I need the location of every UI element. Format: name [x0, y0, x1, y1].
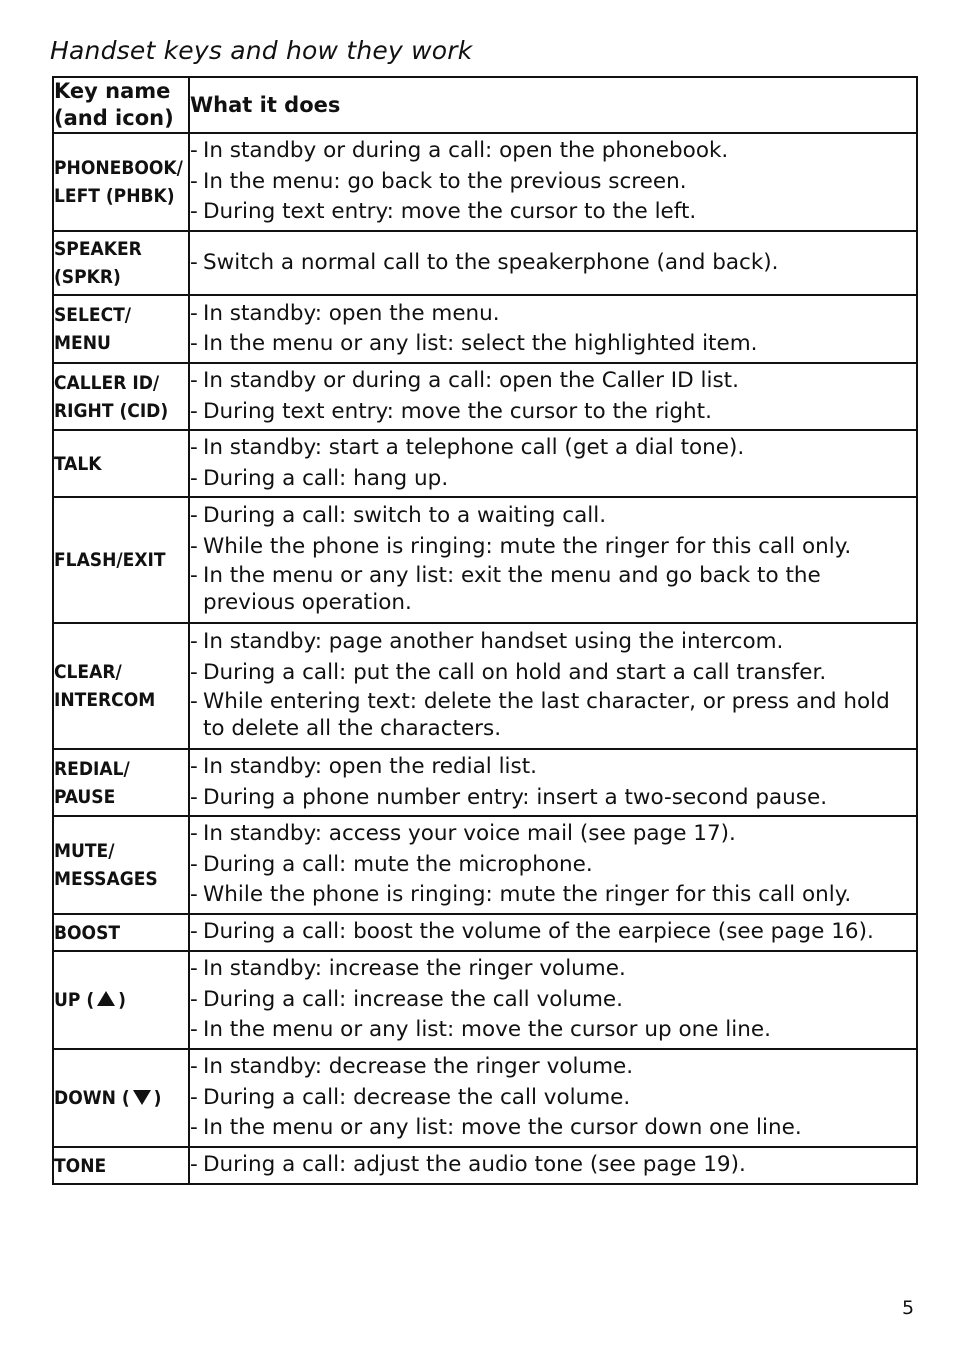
description-text: In standby or during a call: open the phonebook.: [203, 138, 729, 164]
description-item: [190, 658, 916, 689]
description-item: [190, 783, 916, 814]
description-item: [190, 1052, 916, 1083]
description-text: In standby: decrease the ringer volume.: [203, 1054, 634, 1080]
description-item: [190, 819, 916, 850]
key-name-label: REDIAL/ PAUSE: [54, 757, 130, 808]
description-list: [190, 501, 916, 616]
up-triangle-icon: [97, 991, 115, 1006]
description-cell: [189, 430, 917, 497]
dash-bullet-icon: -: [190, 138, 198, 164]
key-name-cell: [53, 1147, 189, 1184]
dash-bullet-icon: -: [190, 659, 198, 685]
dash-bullet-icon: -: [190, 368, 198, 393]
down-triangle-icon: [133, 1090, 151, 1105]
description-text: While entering text: delete the last character, or press and hold to delete all the characters.: [203, 689, 890, 741]
key-name-label: TONE: [54, 1154, 107, 1177]
table-row: [53, 816, 917, 914]
table-row: [53, 497, 917, 623]
description-text: During text entry: move the cursor to the left.: [203, 199, 697, 225]
key-name-suffix: ): [153, 1087, 162, 1109]
description-item: [190, 880, 916, 911]
dash-bullet-icon: -: [190, 1054, 198, 1080]
description-text: Switch a normal call to the speakerphone (and back).: [203, 249, 779, 275]
table-row: [53, 1147, 917, 1184]
description-item: [190, 985, 916, 1016]
key-name-cell: [53, 1049, 189, 1147]
key-name-cell: [53, 430, 189, 497]
dash-bullet-icon: -: [190, 986, 198, 1012]
description-item: [190, 136, 916, 167]
description-item: [190, 197, 916, 228]
description-item: [190, 501, 916, 532]
dash-bullet-icon: -: [190, 629, 198, 654]
description-text: During a phone number entry: insert a two-second pause.: [203, 784, 828, 810]
description-list: [190, 917, 916, 948]
description-item: [190, 688, 916, 742]
key-name-cell: [53, 497, 189, 623]
description-cell: [189, 749, 917, 816]
description-text: During a call: switch to a waiting call.: [203, 503, 607, 528]
description-item: [190, 366, 916, 397]
description-list: [190, 1150, 916, 1181]
key-name-cell: [53, 951, 189, 1049]
description-item: [190, 299, 916, 330]
dash-bullet-icon: -: [190, 1084, 198, 1110]
table-row: [53, 133, 917, 231]
description-cell: [189, 133, 917, 231]
description-text: During a call: adjust the audio tone (see page 19).: [203, 1152, 746, 1178]
description-cell: [189, 363, 917, 430]
table-row: [53, 749, 917, 816]
description-list: [190, 136, 916, 228]
key-name-label: FLASH/EXIT: [54, 549, 166, 571]
dash-bullet-icon: -: [190, 168, 198, 194]
key-name-label: SELECT/ MENU: [54, 304, 132, 354]
dash-bullet-icon: -: [190, 956, 198, 982]
dash-bullet-icon: -: [190, 882, 198, 908]
description-item: [190, 532, 916, 563]
description-item: [190, 954, 916, 985]
dash-bullet-icon: -: [190, 784, 198, 810]
table-row: [53, 951, 917, 1049]
description-list: [190, 299, 916, 360]
description-list: [190, 433, 916, 494]
dash-bullet-icon: -: [190, 821, 198, 847]
description-text: In standby: increase the ringer volume.: [203, 956, 626, 982]
dash-bullet-icon: -: [190, 435, 198, 460]
dash-bullet-icon: -: [190, 398, 198, 424]
dash-bullet-icon: -: [190, 919, 198, 945]
description-item: [190, 752, 916, 783]
table-row: [53, 295, 917, 363]
dash-bullet-icon: -: [190, 331, 198, 356]
description-item: [190, 562, 916, 616]
table-body: [53, 133, 917, 1184]
description-text: During a call: hang up.: [203, 465, 449, 491]
description-cell: [189, 951, 917, 1049]
description-item: [190, 397, 916, 428]
key-name-cell: [53, 914, 189, 951]
key-name-cell: [53, 295, 189, 363]
dash-bullet-icon: -: [190, 689, 198, 714]
description-list: [190, 819, 916, 911]
key-name-cell: [53, 133, 189, 231]
description-text: While the phone is ringing: mute the ringer for this call only.: [203, 882, 852, 908]
description-list: [190, 248, 916, 279]
description-item: [190, 1083, 916, 1114]
key-name-cell: [53, 623, 189, 749]
description-text: During text entry: move the cursor to the right.: [203, 398, 712, 424]
description-item: [190, 167, 916, 198]
description-item: [190, 1015, 916, 1046]
description-item: [190, 1113, 916, 1144]
key-name-cell: [53, 231, 189, 295]
description-text: During a call: mute the microphone.: [203, 851, 593, 877]
description-text: During a call: put the call on hold and start a call transfer.: [203, 659, 827, 685]
description-text: In standby: open the redial list.: [203, 754, 537, 779]
dash-bullet-icon: -: [190, 199, 198, 225]
description-item: [190, 329, 916, 360]
key-name-label: CLEAR/ INTERCOM: [54, 661, 156, 711]
key-name-label: CALLER ID/ RIGHT (CID): [54, 371, 169, 422]
key-name-label: TALK: [54, 452, 102, 475]
description-list: [190, 366, 916, 427]
description-text: In the menu or any list: exit the menu and go back to the previous operation.: [203, 563, 821, 615]
description-text: In the menu or any list: move the cursor up one line.: [203, 1017, 771, 1043]
key-name-cell: [53, 749, 189, 816]
dash-bullet-icon: -: [190, 754, 198, 779]
description-cell: [189, 1049, 917, 1147]
key-name-cell: [53, 363, 189, 430]
description-text: While the phone is ringing: mute the ringer for this call only.: [203, 533, 852, 559]
page-number: 5: [902, 1297, 915, 1319]
description-item: [190, 850, 916, 881]
description-item: [190, 917, 916, 948]
key-name-header: [53, 77, 189, 133]
key-name-label: PHONEBOOK/ LEFT (PHBK): [54, 157, 183, 207]
description-text: In standby: open the menu.: [203, 300, 500, 326]
dash-bullet-icon: -: [190, 300, 198, 326]
description-text: In standby: access your voice mail (see page 17).: [203, 821, 736, 847]
description-list: [190, 752, 916, 813]
description-list: [190, 1052, 916, 1144]
description-text: During a call: increase the call volume.: [203, 986, 623, 1012]
key-name-label: UP (: [54, 989, 95, 1011]
dash-bullet-icon: -: [190, 851, 198, 877]
description-text: In standby: start a telephone call (get a dial tone).: [203, 435, 745, 460]
dash-bullet-icon: -: [190, 465, 198, 491]
description-cell: [189, 623, 917, 749]
description-text: In the menu: go back to the previous screen.: [203, 168, 687, 194]
key-name-suffix: ): [118, 989, 126, 1011]
key-name-cell: [53, 816, 189, 914]
description-item: [190, 627, 916, 658]
description-text: In the menu or any list: move the cursor down one line.: [203, 1115, 802, 1141]
description-cell: [189, 231, 917, 295]
key-name-header-text: Key name (and icon): [54, 79, 174, 130]
description-list: [190, 954, 916, 1046]
description-text: In standby or during a call: open the Caller ID list.: [203, 368, 739, 393]
dash-bullet-icon: -: [190, 1017, 198, 1043]
description-item: [190, 433, 916, 464]
description-cell: [189, 1147, 917, 1184]
key-name-label: BOOST: [54, 921, 121, 944]
dash-bullet-icon: -: [190, 563, 198, 588]
table-row: [53, 1049, 917, 1147]
table-header-row: [53, 77, 917, 133]
dash-bullet-icon: -: [190, 1115, 198, 1141]
description-text: During a call: boost the volume of the earpiece (see page 16).: [203, 919, 874, 945]
page-title: Handset keys and how they work: [50, 36, 473, 65]
table-row: [53, 430, 917, 497]
what-it-does-header: [189, 77, 917, 133]
key-name-label: MUTE/ MESSAGES: [54, 840, 158, 890]
description-text: In the menu or any list: select the highlighted item.: [203, 331, 758, 356]
table-row: [53, 623, 917, 749]
dash-bullet-icon: -: [190, 1152, 198, 1178]
dash-bullet-icon: -: [190, 249, 198, 275]
what-it-does-header-text: What it does: [190, 92, 341, 117]
dash-bullet-icon: -: [190, 503, 198, 528]
description-cell: [189, 497, 917, 623]
description-cell: [189, 914, 917, 951]
description-text: In standby: page another handset using the intercom.: [203, 629, 784, 654]
table-row: [53, 231, 917, 295]
description-item: [190, 248, 916, 279]
key-name-label: DOWN (: [54, 1087, 130, 1109]
table-row: [53, 363, 917, 430]
description-cell: [189, 816, 917, 914]
key-name-label: SPEAKER (SPKR): [54, 238, 142, 288]
dash-bullet-icon: -: [190, 533, 198, 559]
table-row: [53, 914, 917, 951]
description-item: [190, 464, 916, 495]
handset-keys-table: [52, 76, 918, 1185]
description-list: [190, 627, 916, 742]
description-text: During a call: decrease the call volume.: [203, 1084, 631, 1110]
description-item: [190, 1150, 916, 1181]
description-cell: [189, 295, 917, 363]
